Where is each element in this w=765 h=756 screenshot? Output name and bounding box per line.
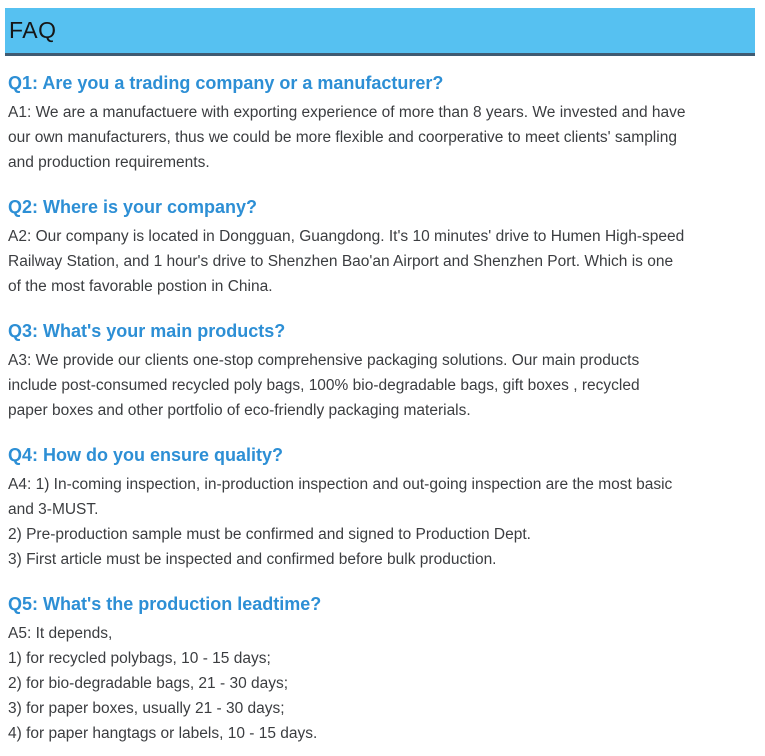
- faq-answer-line: our own manufacturers, thus we could be more flexible and coorperative to meet clients' sampling: [8, 129, 677, 146]
- faq-item-q5: [8, 592, 755, 746]
- faq-question-q2: Q2: Where is your company?: [8, 197, 258, 217]
- faq-title: FAQ: [9, 17, 57, 43]
- faq-item-q1: [8, 71, 755, 175]
- faq-question-q4: Q4: How do you ensure quality?: [8, 445, 284, 465]
- faq-answer-line: Railway Station, and 1 hour's drive to Shenzhen Bao'an Airport and Shenzhen Port. Which is one: [8, 253, 674, 270]
- faq-answer-line: and 3-MUST.: [8, 501, 99, 518]
- faq-item-q3: [8, 319, 755, 423]
- faq-answer-line: 4) for paper hangtags or labels, 10 - 15 days.: [8, 725, 318, 742]
- faq-page: [0, 8, 765, 756]
- faq-answer-line: A4: 1) In-coming inspection, in-production inspection and out-going inspection are the most basic: [8, 476, 673, 493]
- faq-answer-line: and production requirements.: [8, 154, 210, 171]
- faq-answer-line: 3) First article must be inspected and confirmed before bulk production.: [8, 551, 497, 568]
- faq-answer-line: include post-consumed recycled poly bags, 100% bio-degradable bags, gift boxes , recycled: [8, 377, 640, 394]
- faq-answer-line: 1) for recycled polybags, 10 - 15 days;: [8, 650, 271, 667]
- faq-answer-line: 2) for bio-degradable bags, 21 - 30 days;: [8, 675, 289, 692]
- faq-question-q5: Q5: What's the production leadtime?: [8, 594, 322, 614]
- faq-question-q3: Q3: What's your main products?: [8, 321, 286, 341]
- faq-answer-line: A3: We provide our clients one-stop comprehensive packaging solutions. Our main products: [8, 352, 640, 369]
- faq-answer-line: A1: We are a manufactuere with exporting experience of more than 8 years. We invested and have: [8, 104, 686, 121]
- faq-answer-line: 3) for paper boxes, usually 21 - 30 days;: [8, 700, 285, 717]
- faq-answer-line: A2: Our company is located in Dongguan, Guangdong. It's 10 minutes' drive to Humen High-speed: [8, 228, 685, 245]
- faq-answer-line: A5: It depends,: [8, 625, 113, 642]
- faq-item-q4: [8, 443, 755, 572]
- faq-answer-line: 2) Pre-production sample must be confirmed and signed to Production Dept.: [8, 526, 531, 543]
- faq-content: [0, 56, 765, 756]
- faq-item-q2: [8, 195, 755, 299]
- faq-answer-line: of the most favorable postion in China.: [8, 278, 273, 295]
- faq-section-header: [5, 8, 755, 56]
- faq-question-q1: Q1: Are you a trading company or a manufacturer?: [8, 73, 444, 93]
- faq-answer-line: paper boxes and other portfolio of eco-friendly packaging materials.: [8, 402, 471, 419]
